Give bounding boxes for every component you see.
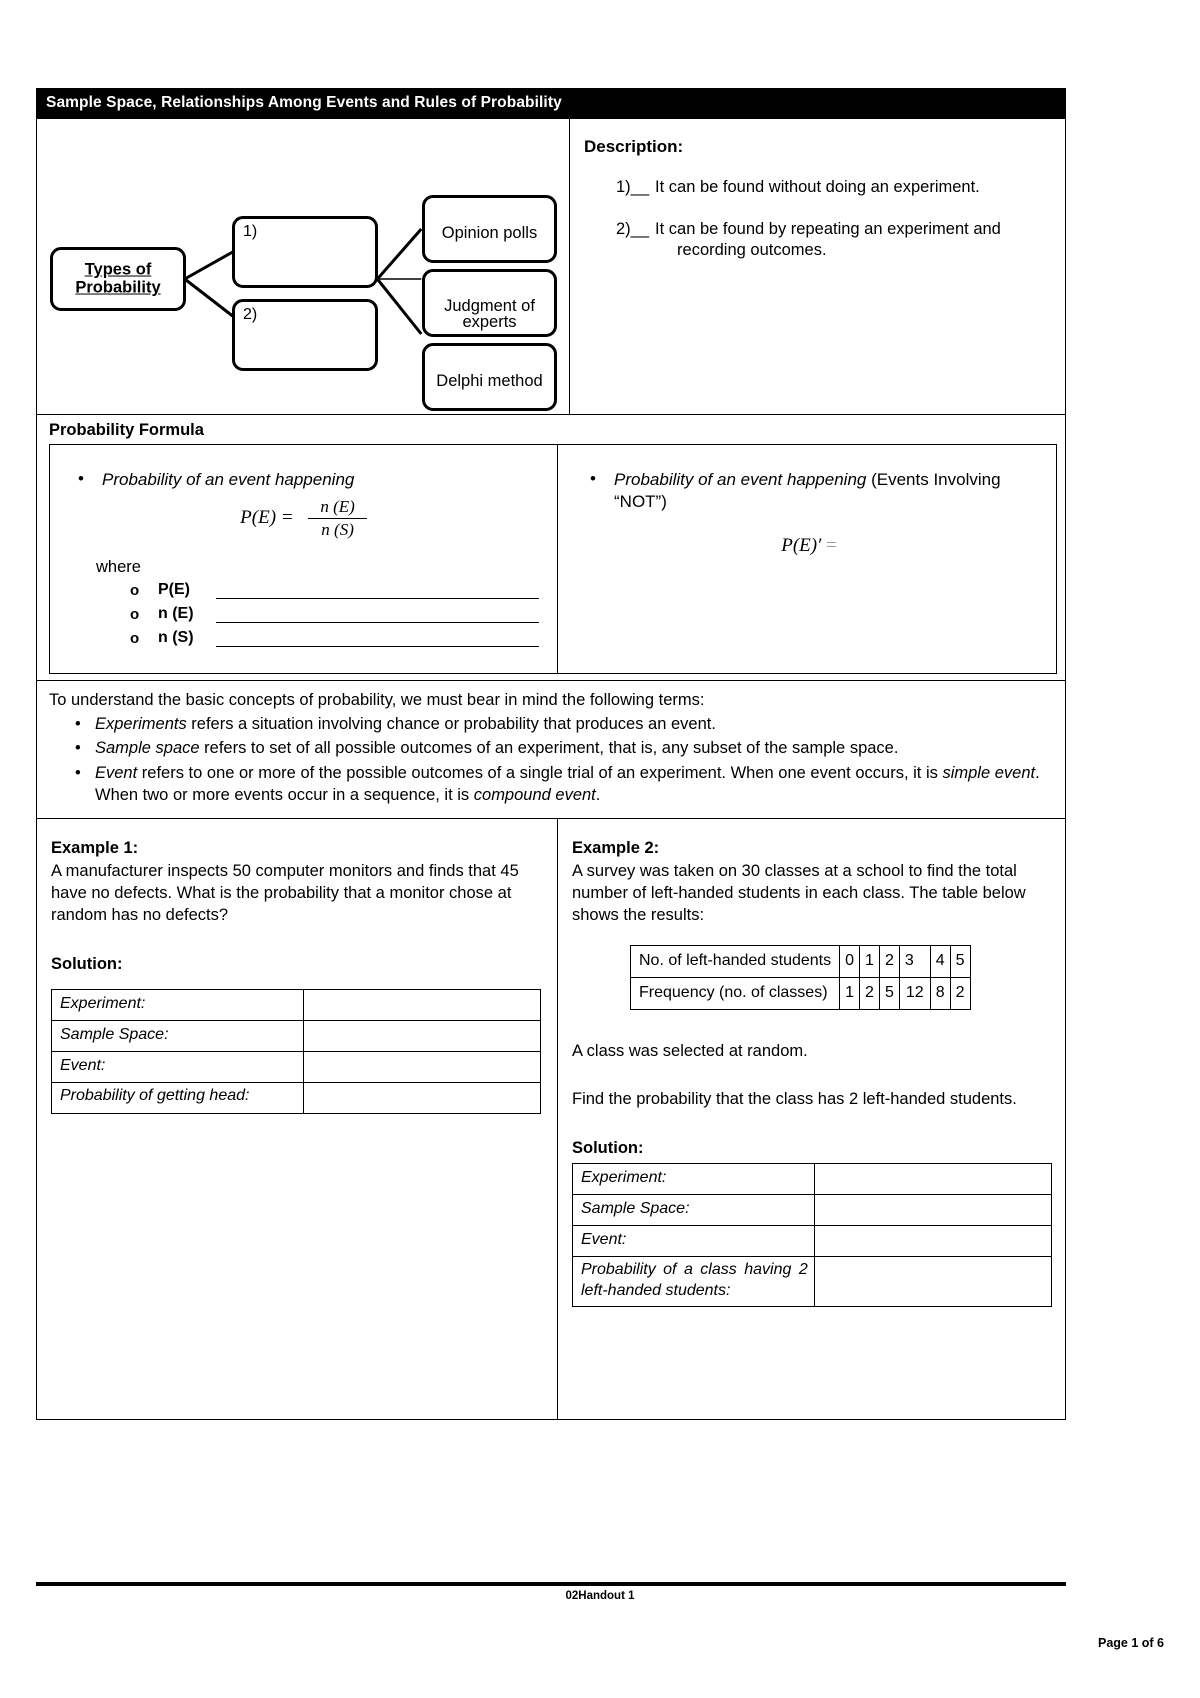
where-term-blank-line[interactable]	[216, 607, 539, 623]
table-row	[631, 945, 971, 977]
freq-cell: 2	[950, 977, 970, 1009]
table-row	[52, 1052, 541, 1083]
formula-denominator: n (S)	[308, 518, 366, 540]
where-term-blank-line[interactable]	[216, 583, 539, 599]
table-row	[52, 990, 541, 1021]
terms-list	[49, 713, 1053, 806]
description-item-number: 2)__	[616, 219, 650, 238]
term-name-2: simple event	[942, 763, 1036, 782]
diagram-leaf-opinion-polls	[422, 195, 557, 263]
example-2-solution-table	[572, 1163, 1052, 1307]
table-cell-label: Sample Space:	[52, 1021, 304, 1052]
example-1-body: A manufacturer inspects 50 computer monitors and finds that 45 have no defects. What is the probability that a monitor chose at random has no defects?	[51, 861, 519, 925]
where-term-key: P(E)	[158, 580, 190, 598]
example-2-question: Find the probability that the class has 2 left-handed students.	[572, 1090, 1017, 1109]
formula-bullet-row	[572, 469, 1046, 513]
formula-bullet-italic: Probability of an event happening	[614, 469, 867, 489]
freq-cell: 1	[860, 945, 880, 977]
table-row	[573, 1164, 1052, 1195]
term-name: Event	[95, 763, 138, 782]
diagram-leaf-label: Judgment of experts	[444, 296, 535, 332]
where-label: where	[96, 557, 141, 576]
footer-document-code: 02Handout 1	[565, 1590, 635, 1602]
diagram-panel	[37, 119, 570, 414]
table-row	[573, 1195, 1052, 1226]
description-item-text-line1: It can be found by repeating an experiment and	[655, 219, 1001, 238]
diagram-leaf-delphi-method	[422, 343, 557, 411]
probability-formula-box	[49, 444, 1057, 674]
term-definition: refers to one or more of the possible outcomes of a single trial of an experiment. When one event occurs, it is	[137, 763, 943, 782]
formula-bullet-text: Probability of an event happening	[102, 469, 355, 489]
diagram-node-branch-2	[232, 299, 378, 371]
bullet-icon: •	[78, 468, 84, 488]
description-item-text-line2: recording outcomes.	[677, 241, 827, 260]
table-cell-label: Sample Space:	[573, 1195, 815, 1226]
description-item	[584, 177, 1049, 199]
example-2-heading: Example 2:	[572, 839, 660, 858]
where-term-key: n (E)	[158, 604, 194, 622]
diagram-node-branch-1	[232, 216, 378, 288]
terms-list-item	[49, 762, 1053, 807]
description-item-text	[655, 219, 1049, 263]
description-item-number: 1)__	[616, 177, 650, 196]
freq-row-header: Frequency (no. of classes)	[631, 977, 840, 1009]
complement-formula-lhs: P(E)′	[781, 535, 822, 556]
table-cell-label: Probability of getting head:	[52, 1083, 304, 1114]
freq-cell: 5	[879, 977, 899, 1009]
document-page	[36, 88, 1066, 1420]
diagram-center-line1: Types of	[84, 260, 152, 279]
table-cell-answer[interactable]	[303, 990, 540, 1021]
where-term-row	[130, 605, 547, 623]
footer-divider	[36, 1582, 1066, 1586]
description-item	[584, 219, 1049, 263]
example-2-note: A class was selected at random.	[572, 1041, 808, 1060]
term-name-3: compound event	[473, 785, 596, 804]
table-cell-label: Event:	[573, 1226, 815, 1257]
where-term-row	[130, 629, 547, 647]
types-of-probability-diagram	[37, 119, 569, 414]
example-1-heading: Example 1:	[51, 839, 139, 858]
table-cell-label: Experiment:	[52, 990, 304, 1021]
example-2-solution-label: Solution:	[572, 1138, 644, 1157]
complement-formula-equals: =	[826, 535, 837, 556]
description-heading: Description:	[584, 136, 684, 156]
formula-fraction	[308, 497, 366, 540]
probability-formula-section	[36, 415, 1066, 681]
formula-bullet-text	[614, 469, 1046, 513]
description-panel	[570, 119, 1065, 414]
freq-cell: 4	[930, 945, 950, 977]
diagram-leaf-judgment-of-experts	[422, 269, 557, 337]
where-term-key: n (S)	[158, 628, 194, 646]
table-cell-answer[interactable]	[303, 1052, 540, 1083]
terms-section	[36, 681, 1066, 819]
complement-formula	[572, 535, 1046, 557]
freq-cell: 5	[950, 945, 970, 977]
diagram-center-line2: Probability	[75, 278, 161, 297]
freq-cell: 12	[899, 977, 930, 1009]
diagram-leaf-label: Opinion polls	[441, 223, 538, 242]
table-cell-answer[interactable]	[814, 1164, 1051, 1195]
left-handed-frequency-table	[630, 945, 971, 1010]
description-item-text: It can be found without doing an experiment.	[655, 177, 980, 196]
where-term-row	[130, 581, 547, 599]
example-2-panel	[558, 819, 1068, 1419]
term-name: Sample space	[95, 739, 200, 758]
formula-lhs: P(E) =	[240, 506, 294, 528]
where-bullet-icon: o	[130, 629, 140, 647]
table-row	[52, 1021, 541, 1052]
example-1-solution-label: Solution:	[51, 954, 123, 973]
table-cell-label: Experiment:	[573, 1164, 815, 1195]
types-of-probability-section	[36, 119, 1066, 415]
probability-formula-equation	[60, 497, 547, 540]
table-cell-answer[interactable]	[303, 1021, 540, 1052]
term-definition: refers to set of all possible outcomes of an experiment, that is, any subset of the sample space.	[199, 739, 899, 758]
table-row	[573, 1226, 1052, 1257]
formula-numerator: n (E)	[320, 496, 355, 516]
probability-formula-left	[50, 445, 558, 673]
terms-list-item	[49, 713, 1053, 735]
table-row	[573, 1257, 1052, 1307]
diagram-node-center	[50, 247, 186, 311]
table-cell-label: Event:	[52, 1052, 304, 1083]
term-name: Experiments	[95, 715, 187, 734]
freq-cell: 1	[840, 977, 860, 1009]
terms-intro: To understand the basic concepts of probability, we must bear in mind the following terms:	[49, 690, 705, 709]
table-cell-label: Probability of a class having 2 left-handed students:	[573, 1257, 815, 1307]
table-row	[52, 1083, 541, 1114]
term-definition-2: . When two or more events occur in a sequence, it is	[95, 763, 1040, 804]
term-definition: refers a situation involving chance or probability that produces an event.	[186, 715, 716, 734]
freq-cell: 2	[879, 945, 899, 977]
table-cell-answer[interactable]	[303, 1083, 540, 1114]
freq-cell: 8	[930, 977, 950, 1009]
freq-cell: 3	[899, 945, 930, 977]
diagram-branch-1-number: 1)	[243, 222, 258, 240]
example-1-panel	[37, 819, 558, 1419]
terms-list-item	[49, 737, 1053, 759]
footer-page-number: Page 1 of 6	[1098, 1636, 1164, 1650]
diagram-branch-2-number: 2)	[243, 305, 258, 323]
freq-cell: 2	[860, 977, 880, 1009]
formula-bullet-rest: (Events Involving “NOT”)	[614, 469, 1001, 511]
examples-section	[36, 819, 1066, 1420]
table-cell-answer[interactable]	[814, 1226, 1051, 1257]
where-term-blank-line[interactable]	[216, 631, 539, 647]
term-definition-3: .	[595, 785, 601, 804]
freq-row-header: No. of left-handed students	[631, 945, 840, 977]
probability-formula-title: Probability Formula	[49, 420, 204, 439]
diagram-leaf-label: Delphi method	[436, 371, 543, 390]
table-row	[631, 977, 971, 1009]
freq-cell: 0	[840, 945, 860, 977]
table-cell-answer[interactable]	[814, 1257, 1051, 1307]
example-1-solution-table	[51, 989, 541, 1114]
table-cell-answer[interactable]	[814, 1195, 1051, 1226]
page-banner-title: Sample Space, Relationships Among Events and Rules of Probability	[36, 88, 1066, 119]
formula-bullet-row	[60, 469, 547, 491]
where-bullet-icon: o	[130, 581, 140, 599]
where-bullet-icon: o	[130, 605, 140, 623]
probability-formula-right	[558, 445, 1056, 673]
bullet-icon: •	[590, 468, 596, 488]
example-2-body: A survey was taken on 30 classes at a school to find the total number of left-handed students in each class. The table below shows the results:	[572, 861, 1026, 925]
